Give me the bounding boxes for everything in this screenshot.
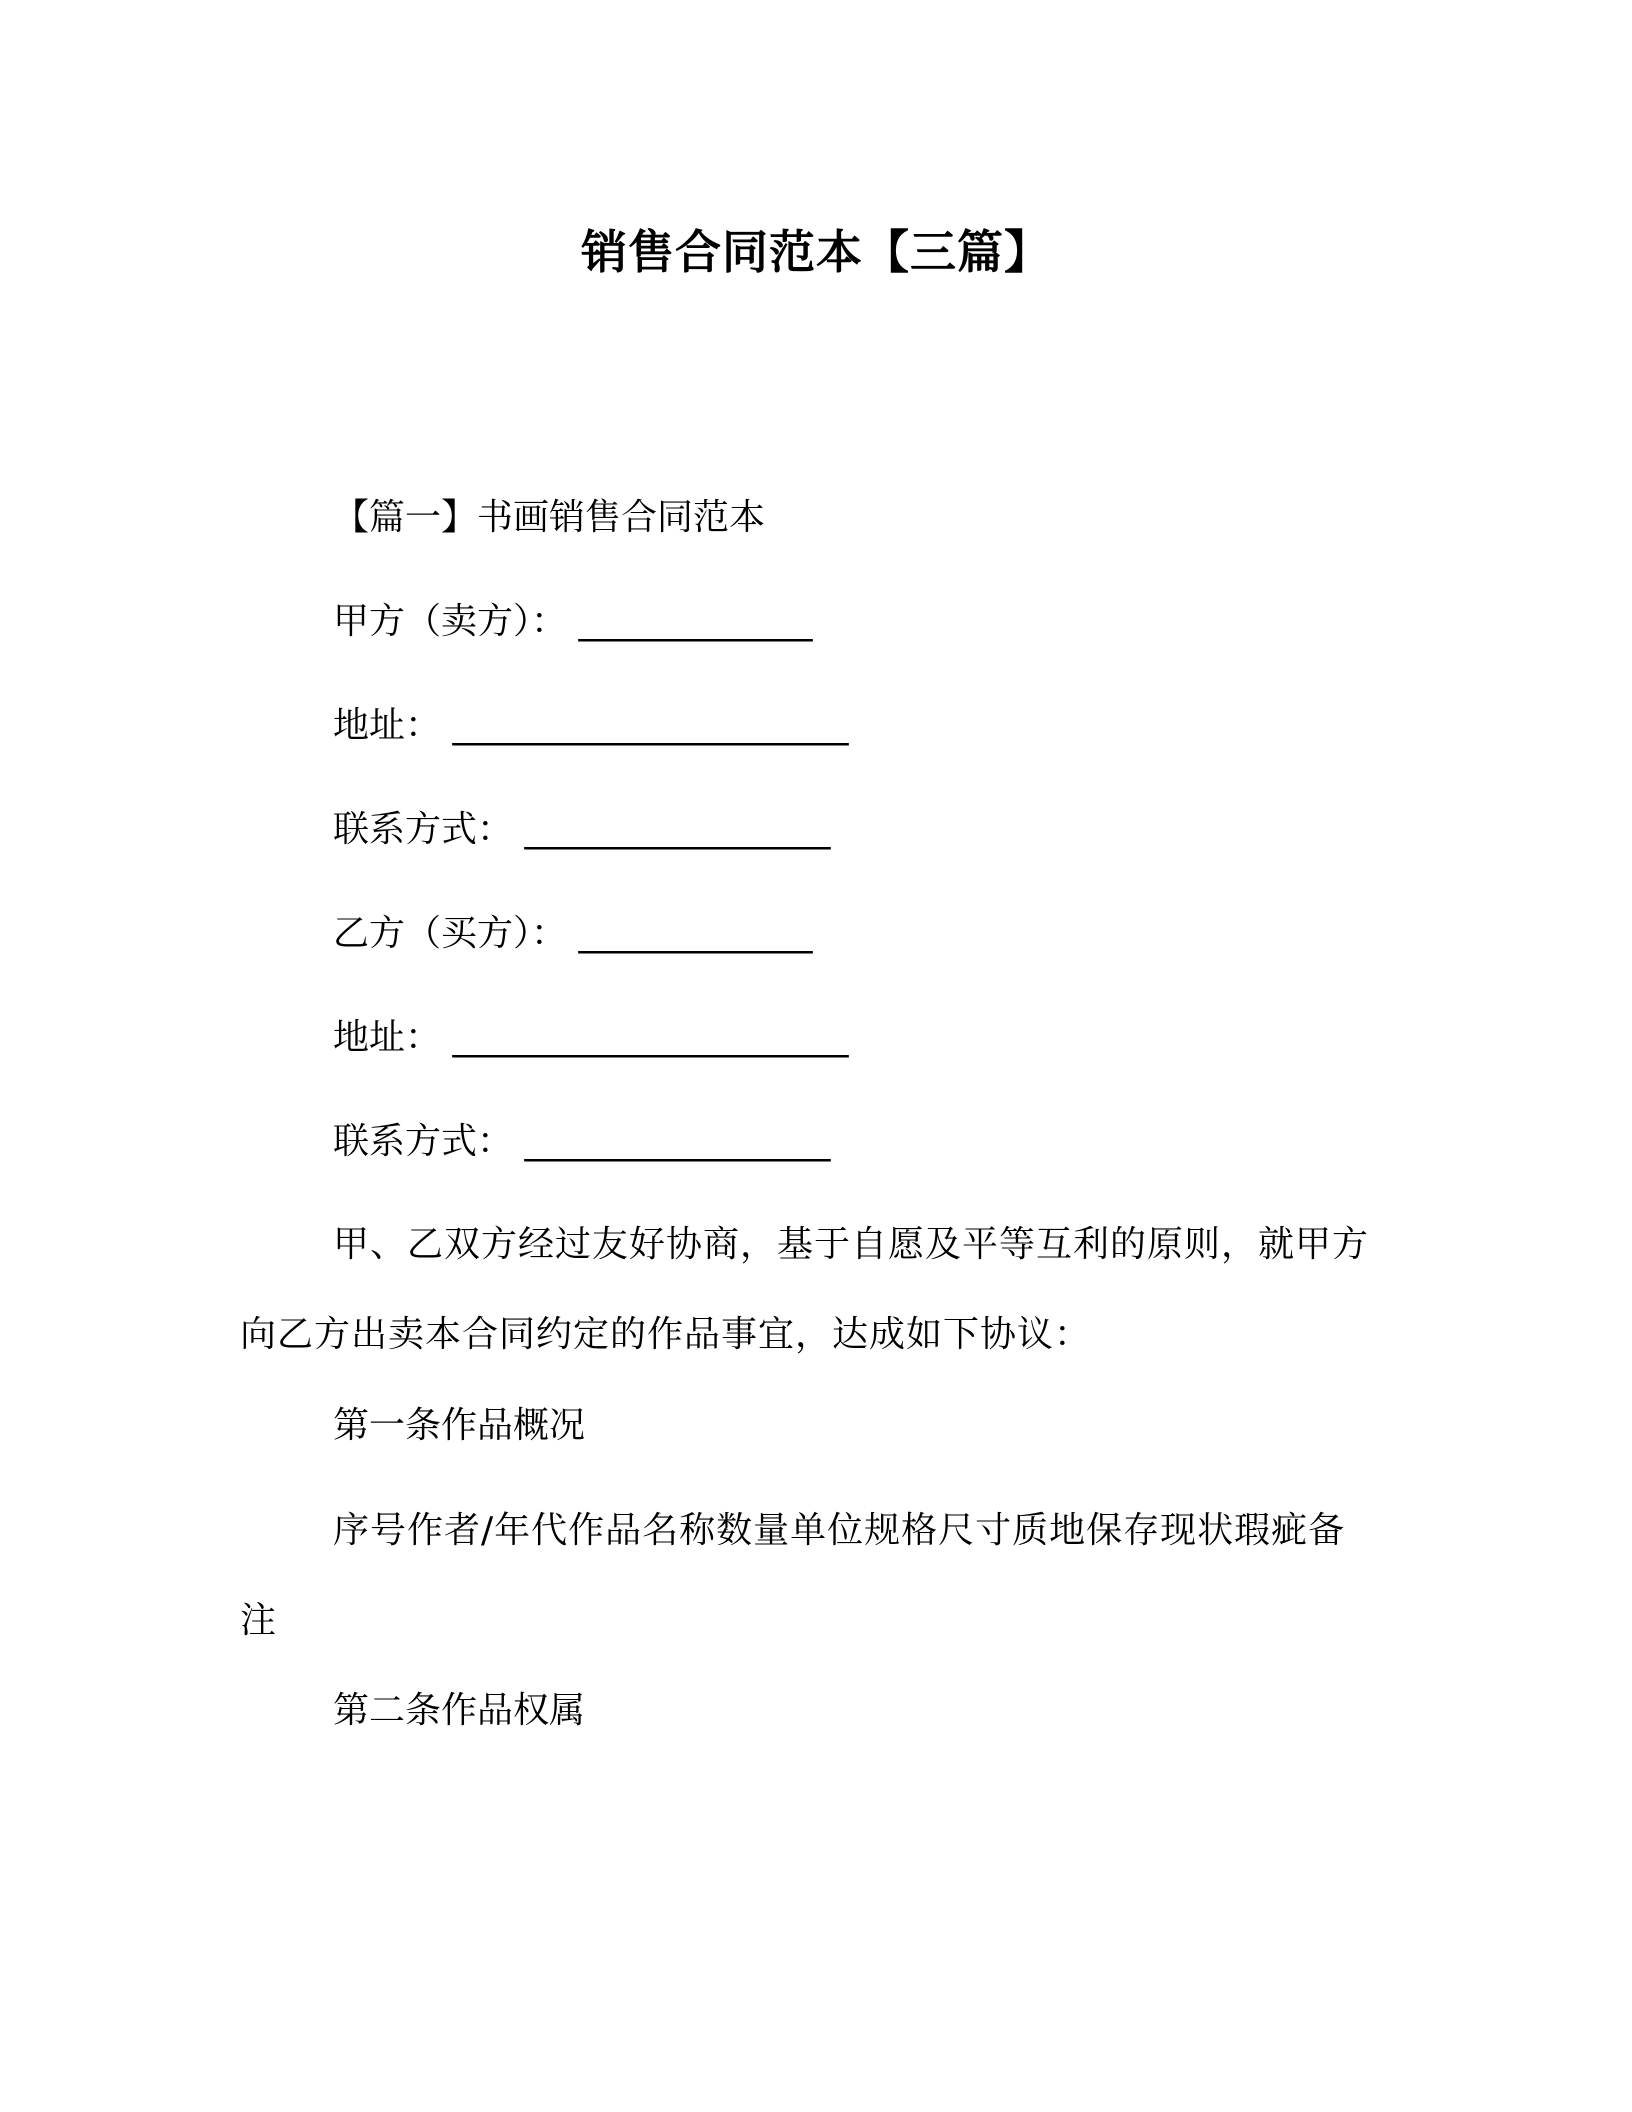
- party-a-line: [333, 598, 812, 646]
- article-1-title: 第一条作品概况: [333, 1405, 586, 1446]
- party-a-contact-label: 联系方式：: [333, 809, 514, 850]
- party-a-address-label: 地址：: [333, 705, 442, 746]
- party-a-address-blank: ______________________: [452, 705, 849, 746]
- party-a-address-line: [333, 702, 848, 750]
- party-b-address-label: 地址：: [333, 1017, 442, 1058]
- party-a-blank: _____________: [578, 601, 813, 642]
- party-b-address-line: [333, 1014, 848, 1062]
- party-b-contact-blank: _________________: [524, 1121, 831, 1162]
- party-b-address-blank: ______________________: [452, 1017, 849, 1058]
- section-heading: 【篇一】书画销售合同范本: [333, 497, 766, 538]
- intro-paragraph: 甲、乙双方经过友好协商，基于自愿及平等互利的原则，就甲方向乙方出卖本合同约定的作品事宜，达成如下协议：: [240, 1224, 1370, 1355]
- party-b-blank: _____________: [578, 913, 813, 954]
- party-a-contact-blank: _________________: [524, 809, 831, 850]
- party-b-label: 乙方（买方）：: [333, 913, 568, 954]
- party-a-contact-line: [333, 806, 830, 854]
- party-a-label: 甲方（卖方）：: [333, 601, 568, 642]
- article-1-columns: 序号作者/年代作品名称数量单位规格尺寸质地保存现状瑕疵备注: [240, 1510, 1346, 1641]
- article-2-title: 第二条作品权属: [333, 1690, 586, 1731]
- party-b-line: [333, 910, 812, 958]
- page-title: 销售合同范本【三篇】: [581, 225, 1051, 279]
- party-b-contact-line: [333, 1118, 830, 1166]
- party-b-contact-label: 联系方式：: [333, 1121, 514, 1162]
